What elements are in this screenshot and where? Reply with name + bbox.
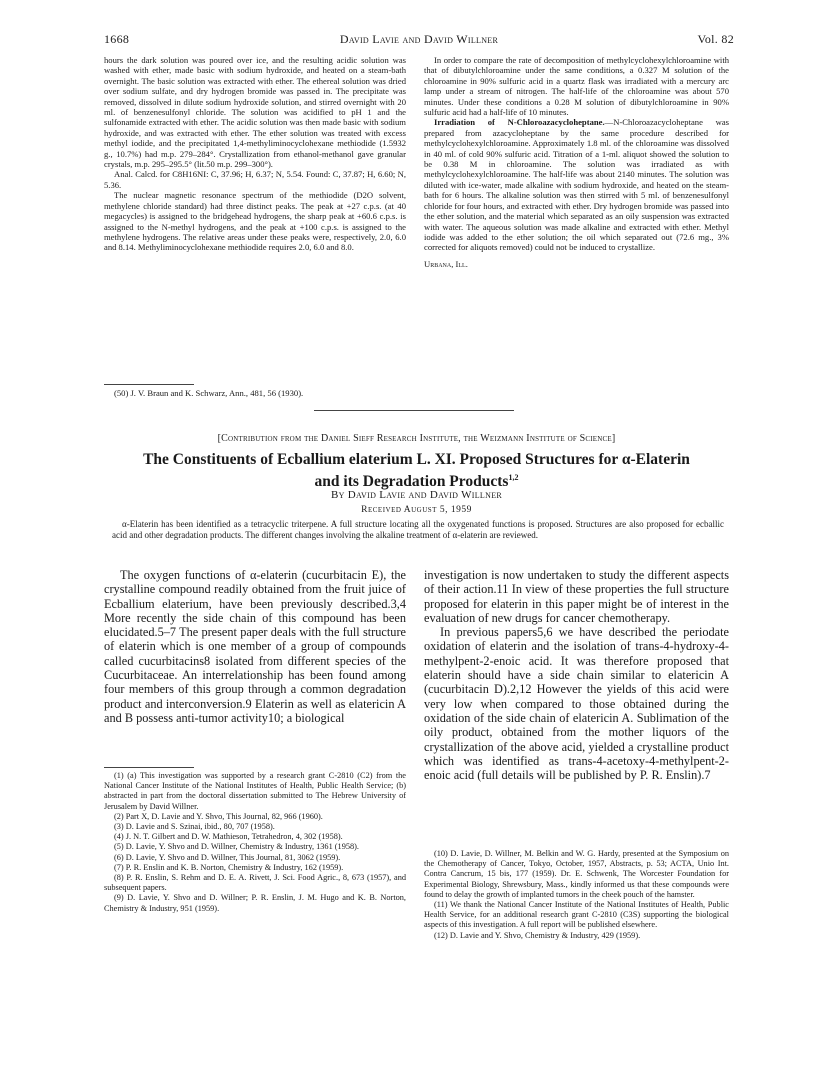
footnote: (8) P. R. Enslin, S. Rehm and D. E. A. Rivett, J. Sci. Food Agric., 8, 673 (1957), and subsequent papers. <box>104 873 406 893</box>
article-title <box>104 451 729 491</box>
analysis-paragraph: Anal. Calcd. for C8H16NI: C, 37.96; H, 6.37; N, 5.54. Found: C, 37.87; H, 6.60; N, 5.36. <box>104 169 406 190</box>
running-head <box>104 32 734 48</box>
footnote: (11) We thank the National Cancer Institute of the National Institutes of Health, Public Health Service, for an additional research grant C-2810 (C3S) supporting the biological aspects of this investigation. A full report will be published elsewhere. <box>424 900 729 930</box>
article-separator-rule <box>314 410 514 411</box>
running-head-authors: David Lavie and David Willner <box>339 32 499 46</box>
body-right-column <box>424 568 729 782</box>
byline: By David Lavie and David Willner <box>330 489 503 501</box>
footnote: (9) D. Lavie, Y. Shvo and D. Willner; P. R. Enslin, J. M. Hugo and K. B. Norton, Chemistry & Industry, 951 (1959). <box>104 893 406 913</box>
previous-article-footnote <box>104 388 406 398</box>
page-number: 1668 <box>104 32 130 46</box>
footnote: (12) D. Lavie and Y. Shvo, Chemistry & Industry, 429 (1959). <box>434 930 641 940</box>
title-line-2: and its Degradation Products <box>314 473 509 491</box>
previous-article-left-column <box>104 55 406 253</box>
volume-number: Vol. 82 <box>697 32 734 46</box>
title-line-1: The Constituents of Ecballium elaterium L. XI. Proposed Structures for α-Elaterin <box>143 451 690 468</box>
footnote: (10) D. Lavie, D. Willner, M. Belkin and W. G. Hardy, presented at the Symposium on the Chemotherapy of Cancer, Tokyo, October, 1957, Abstracts, p. 53; ACTA, Unio Int. Contra Cancrum, 15 bis, 177 (1959). Dr. E. Schwenk, The Worcester Foundation for Experimental Biology, Shrewsbury, Mass., kindly informed us that these compounds were found to delay the growth of implanted tumors in the cheek pouch of the hamster. <box>424 849 729 899</box>
experimental-paragraph: hours the dark solution was poured over ice, and the resulting acidic solution was washed with ether, made basic with sodium hydroxide, and heated on a steam-bath overnight. The basic solution was extracted with ether. The ethereal solution was dried over sodium sulfate, and dry hydrogen bromide was passed in. The precipitate was removed, dissolved in dilute sodium hydroxide solution, and stirred overnight with 20 ml. of benzenesulfonyl chloride. The solution was acidified to pH 1 and the sulfonamide extracted with ether. The acidic solution was then made basic with sodium hydroxide, and was extracted with ether. The ether solution was treated with excess methyl iodide, and the precipitated 1,4-methyliminocyclohexane methiodide (1.5932 g., 10.7%) had m.p. 279–284°. Crystallization from ethanol-methanol gave granular crystals, m.p. 295–295.5° (lit.50 m.p. 299–300°). <box>104 55 406 170</box>
footnotes-right <box>424 849 729 941</box>
received-date: Received August 5, 1959 <box>361 505 472 515</box>
footnote-rule <box>104 767 194 768</box>
author-location: Urbana, Ill. <box>424 258 468 269</box>
footnote: (2) Part X, D. Lavie and Y. Shvo, This Journal, 82, 966 (1960). <box>114 811 323 821</box>
irradiation-paragraph <box>424 117 729 252</box>
comparison-paragraph: In order to compare the rate of decomposition of methylcyclohexylchloroamine with that of dibutylchloroamine under the same conditions, a 0.327 M solution of the chloroamine in 90% sulfuric acid in a quartz flask was irradiated with a mercury arc lamp under a stream of nitrogen. The half-life of the chloroamine was about 570 minutes. Under these conditions a 0.28 M solution of dibutylchloroamine in 90% sulfuric acid had a half-life of 10 minutes. <box>424 55 729 118</box>
footnote: (5) D. Lavie, Y. Shvo and D. Willner, Chemistry & Industry, 1361 (1958). <box>114 842 359 852</box>
abstract: α-Elaterin has been identified as a tetracyclic triterpene. A full structure locating all the oxygenated functions is proposed. Structures are also proposed for ecballic acid and other degradation products. The different changes involving the alkaline treatment of α-elaterin are reviewed. <box>112 519 724 540</box>
title-footnote-marks: 1,2 <box>508 473 519 482</box>
footnote-50: (50) J. V. Braun and K. Schwarz, Ann., 481, 56 (1930). <box>114 388 304 398</box>
irradiation-text: —N-Chloroazacycloheptane was prepared from azacycloheptane by the same procedure described for methylcyclohexylchloroamine. Approximately 1.8 ml. of the chloroamine was dissolved in 40 ml. of cold 90% sulfuric acid. Titration of a 1-ml. aliquot showed the solution to be 0.38 M in chloroamine. The solution was irradiated as with methylcyclohexylchloroamine. The half-life was about 2140 minutes. The solution was diluted with ice-water, made alkaline with sodium hydroxide, and heated on the steam-bath for 6 hours. The alkaline solution was then stirred with 5 ml. of benzenesulfonyl chloride for four hours, and extracted with ether. Dry hydrogen bromide was passed into the ether solution, and the material which separated as an oily suspension was extracted with water. The aqueous solution was made alkaline and extracted with ether. Methyl iodide was added to the ether solution; the oil which separated out (72.6 mg., 3% corrected for aliquots removed) could not be induced to crystallize. <box>424 117 729 253</box>
body-paragraph: In previous papers5,6 we have described the periodate oxidation of elaterin and the isolation of trans-4-hydroxy-4-methylpent-2-enoic acid. It was therefore proposed that elaterin should have a side chain similar to elatericin A (cucurbitacin D).2,12 However the yields of this acid were very low when compared to those obtained during the oxidation of the side chain of elatericin A. Sublimation of the oily product, obtained from the mother liquors of the crystallization of the above acid, yielded a crystalline product which was identified as trans-4-acetoxy-4-methylpent-2-enoic acid (full details will be published by P. R. Enslin).7 <box>424 625 729 783</box>
body-paragraph: investigation is now undertaken to study the different aspects of their action.11 In view of these properties the full structure proposed for elaterin in this paper might be of interest in the evaluation of new drugs for cancer chemotherapy. <box>424 568 729 625</box>
body-paragraph: The oxygen functions of α-elaterin (cucurbitacin E), the crystalline compound readily obtained from the fruit juice of Ecballium elaterium, have been previously described.3,4 More recently the side chain of this compound has been elucidated.5–7 The present paper deals with the full structure of elaterin which is one member of a group of compounds called cucurbitacins8 isolated from different species of the Cucurbitaceae. An interrelationship has been found among four members of this group through a common degradation product and interconversion.9 Elaterin as well as elatericin A and B possess anti-tumor activity10; a biological <box>104 568 406 725</box>
footnote-rule <box>104 384 194 385</box>
nmr-paragraph: The nuclear magnetic resonance spectrum of the methiodide (D2O solvent, methylene chloride standard) had three distinct peaks. The peak at +27 c.p.s. (at 40 megacycles) is assigned to the bridgehead hydrogens, the sharp peak at +60.6 c.p.s. is assigned to the N-methyl hydrogens, and the peak at +100 c.p.s. is assigned to the methylene hydrogens. The relative areas under these peaks were, respectively, 2.0, 6.0 and 8.14. Methyliminocyclohexane methiodide requires 2.0, 6.0 and 8.0. <box>104 190 406 253</box>
irradiation-heading: Irradiation of N-Chloroazacycloheptane. <box>434 117 605 128</box>
footnote: (6) D. Lavie, Y. Shvo and D. Willner, This Journal, 81, 3062 (1959). <box>114 852 341 862</box>
footnote: (4) J. N. T. Gilbert and D. W. Mathieson, Tetrahedron, 4, 302 (1958). <box>114 832 343 842</box>
footnotes-left <box>104 771 406 914</box>
footnote: (3) D. Lavie and S. Szinai, ibid., 80, 707 (1958). <box>114 822 275 832</box>
footnote: (1) (a) This investigation was supported by a research grant C-2810 (C2) from the National Cancer Institute of the National Institutes of Health, Public Health Service; (b) abstracted in part from the doctoral dissertation submitted to The Hebrew University of Jerusalem by David Willner. <box>104 771 406 811</box>
contribution-line: [Contribution from the Daniel Sieff Research Institute, the Weizmann Institute of Science] <box>217 433 616 444</box>
body-left-column <box>104 568 406 725</box>
footnote: (7) P. R. Enslin and K. B. Norton, Chemistry & Industry, 162 (1959). <box>114 862 344 872</box>
previous-article-right-column <box>424 55 729 269</box>
